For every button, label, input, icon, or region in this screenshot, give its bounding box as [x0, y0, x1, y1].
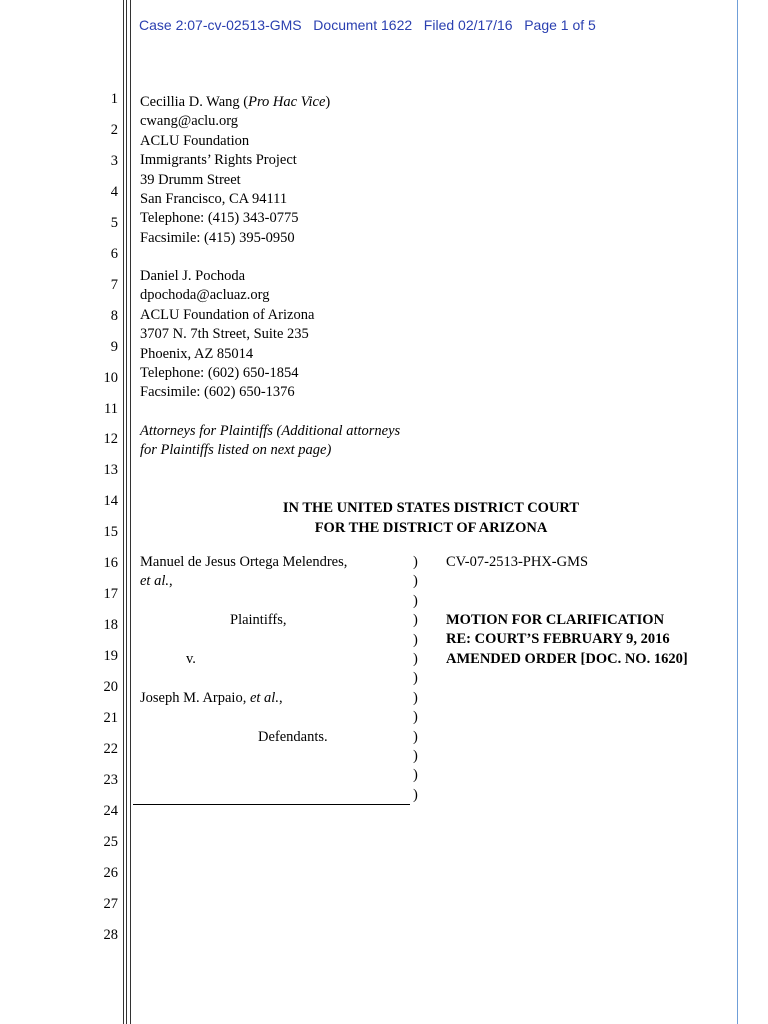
case-header: Case 2:07-cv-02513-GMS Document 1622 Filed 02/17/16 Page 1 of 5 [139, 17, 596, 33]
attorneys-note [140, 422, 400, 461]
defendant-et-al-suffix: , [278, 689, 283, 706]
motion-title-line1: MOTION FOR CLARIFICATION [446, 612, 665, 628]
court-title [140, 498, 722, 538]
line-number: 18 [103, 617, 118, 634]
line-number: 26 [103, 864, 118, 881]
line-number: 7 [110, 276, 118, 293]
line-number: 25 [103, 833, 118, 850]
defendant-et-al: et al. [249, 689, 279, 706]
attorney2-email: dpochoda@acluaz.org [140, 287, 270, 304]
caption-paren: ) [413, 748, 418, 765]
caption-paren: ) [413, 767, 418, 784]
motion-title-line3: AMENDED ORDER [DOC. NO. 1620] [446, 650, 688, 667]
line-number: 3 [110, 152, 118, 169]
case-caption-parties [140, 553, 347, 747]
line-number: 16 [103, 555, 118, 572]
defendants-label: Defendants. [258, 728, 328, 745]
attorney1-project: Immigrants’ Rights Project [140, 152, 297, 169]
caption-paren: ) [413, 554, 418, 570]
line-number: 13 [103, 462, 118, 479]
margin-rule-left-1 [123, 0, 124, 1024]
caption-paren: ) [413, 631, 418, 648]
attorney1-phone: Telephone: (415) 343-0775 [140, 210, 299, 227]
plaintiff-et-al: et al. [140, 573, 169, 590]
line-number: 22 [103, 740, 118, 757]
caption-paren: ) [413, 573, 418, 590]
line-number: 1 [110, 91, 118, 107]
caption-paren: ) [413, 786, 418, 803]
caption-paren: ) [413, 709, 418, 726]
attorneys-note-line1: Attorneys for Plaintiffs (Additional attorneys [140, 423, 401, 439]
line-number: 5 [110, 214, 118, 231]
caption-paren: ) [413, 612, 418, 629]
caption-parentheses [413, 553, 418, 805]
margin-rule-left-2 [126, 0, 127, 1024]
attorney-block-1 [140, 93, 330, 248]
line-number: 12 [103, 431, 118, 448]
line-number: 17 [103, 586, 118, 603]
caption-underline [133, 804, 410, 805]
attorney2-city: Phoenix, AZ 85014 [140, 345, 254, 362]
attorneys-note-line2: for Plaintiffs listed on next page) [140, 442, 332, 459]
court-title-line1: IN THE UNITED STATES DISTRICT COURT [282, 500, 580, 516]
attorney1-city: San Francisco, CA 94111 [140, 191, 288, 208]
caption-paren: ) [413, 651, 418, 668]
margin-rule-left-3 [130, 0, 131, 1024]
caption-paren: ) [413, 592, 418, 609]
line-number: 11 [104, 400, 118, 417]
versus: v. [186, 651, 196, 667]
court-title-line2: FOR THE DISTRICT OF ARIZONA [314, 520, 548, 536]
caption-paren: ) [413, 728, 418, 745]
attorney1-fax: Facsimile: (415) 395-0950 [140, 229, 295, 246]
attorney2-phone: Telephone: (602) 650-1854 [140, 365, 299, 382]
line-number: 10 [103, 369, 118, 386]
line-number: 27 [103, 895, 118, 912]
case-number: CV-07-2513-PHX-GMS [446, 554, 589, 570]
attorney2-street: 3707 N. 7th Street, Suite 235 [140, 326, 309, 343]
margin-rule-right [737, 0, 738, 1024]
attorney1-name: Cecillia D. Wang ( [140, 94, 249, 110]
attorney2-fax: Facsimile: (602) 650-1376 [140, 384, 295, 401]
line-number: 20 [103, 679, 118, 696]
line-number: 28 [103, 926, 118, 943]
line-number: 9 [110, 338, 118, 355]
pro-hac-vice: Pro Hac Vice [248, 94, 326, 110]
caption-paren: ) [413, 670, 418, 687]
line-number: 8 [110, 307, 118, 324]
motion-title [446, 611, 688, 669]
line-number: 14 [103, 493, 118, 510]
motion-title-line2: RE: COURT’S FEBRUARY 9, 2016 [446, 631, 670, 648]
attorney2-org: ACLU Foundation of Arizona [140, 306, 315, 323]
attorney1-org: ACLU Foundation [140, 132, 250, 149]
attorney2-name: Daniel J. Pochoda [140, 268, 246, 284]
line-number: 6 [110, 245, 118, 262]
line-number: 2 [110, 121, 118, 138]
attorney-block-2 [140, 267, 314, 403]
attorney1-close: ) [325, 94, 331, 110]
plaintiff-et-al-suffix: , [169, 573, 173, 590]
caption-paren: ) [413, 689, 418, 706]
attorney1-email: cwang@aclu.org [140, 113, 239, 130]
line-number: 19 [103, 648, 118, 665]
line-number: 24 [103, 802, 118, 819]
line-number: 4 [110, 183, 118, 200]
plaintiffs-label: Plaintiffs, [230, 612, 287, 629]
line-number: 21 [103, 710, 118, 726]
line-number: 15 [103, 524, 118, 541]
defendant-name: Joseph M. Arpaio, [140, 689, 250, 706]
plaintiff-name: Manuel de Jesus Ortega Melendres, [140, 554, 348, 570]
line-number: 23 [103, 771, 118, 788]
attorney1-street: 39 Drumm Street [140, 171, 241, 188]
